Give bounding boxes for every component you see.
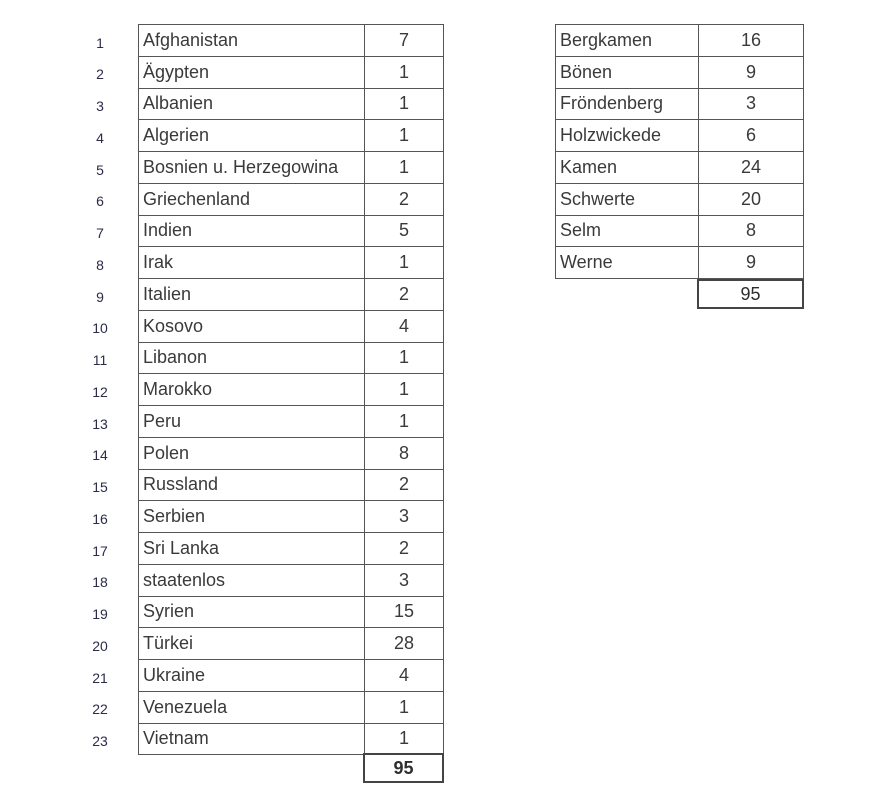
- row-number: 2: [96, 66, 104, 83]
- country-name-cell: Algerien: [139, 120, 365, 152]
- row-number: 11: [92, 352, 108, 368]
- town-name-cell: Schwerte: [556, 183, 699, 215]
- table-row: [139, 723, 444, 755]
- country-name-cell: Indien: [139, 215, 365, 247]
- country-name-cell: Ägypten: [139, 56, 365, 88]
- country-name-cell: Türkei: [139, 628, 365, 660]
- table-row: [139, 691, 444, 723]
- table-row: [139, 533, 444, 565]
- row-number: 14: [92, 447, 108, 464]
- country-count-cell: 1: [365, 723, 444, 755]
- country-name-cell: Bosnien u. Herzegowina: [139, 152, 365, 184]
- town-name-cell: Selm: [556, 215, 699, 247]
- country-name-cell: Italien: [139, 279, 365, 311]
- row-number: 7: [96, 225, 104, 241]
- table-row: [139, 279, 444, 311]
- country-count-cell: 2: [365, 469, 444, 501]
- country-count-cell: 15: [365, 596, 444, 628]
- table-row: [139, 183, 444, 215]
- table-row: [139, 469, 444, 501]
- country-count-cell: 7: [365, 25, 444, 57]
- row-number: 17: [92, 542, 108, 559]
- country-name-cell: Russland: [139, 469, 365, 501]
- table-row: [139, 120, 444, 152]
- row-number: 21: [92, 669, 108, 686]
- town-count-cell: 9: [699, 247, 804, 279]
- country-count-cell: 3: [365, 501, 444, 533]
- table-row: [139, 310, 444, 342]
- table-row: [139, 152, 444, 184]
- country-count-cell: 1: [365, 56, 444, 88]
- town-name-cell: Bergkamen: [556, 25, 699, 57]
- country-count-cell: 1: [365, 374, 444, 406]
- row-number: 23: [92, 733, 108, 749]
- table-row: [139, 374, 444, 406]
- row-number: 19: [92, 606, 108, 622]
- country-count-cell: 2: [365, 533, 444, 565]
- town-count-cell: 6: [699, 120, 804, 152]
- countries-table: [138, 24, 444, 755]
- country-count-cell: 28: [365, 628, 444, 660]
- country-name-cell: Ukraine: [139, 660, 365, 692]
- table-row: [556, 56, 804, 88]
- country-count-cell: 1: [365, 342, 444, 374]
- row-number: 6: [96, 193, 104, 210]
- country-name-cell: Albanien: [139, 88, 365, 120]
- town-name-cell: Fröndenberg: [556, 88, 699, 120]
- country-count-cell: 5: [365, 215, 444, 247]
- country-count-cell: 1: [365, 88, 444, 120]
- country-count-cell: 4: [365, 660, 444, 692]
- row-number: 13: [92, 415, 108, 432]
- row-number: 18: [92, 574, 108, 591]
- country-count-cell: 1: [365, 120, 444, 152]
- country-name-cell: Afghanistan: [139, 25, 365, 57]
- country-name-cell: Griechenland: [139, 183, 365, 215]
- table-row: [139, 660, 444, 692]
- country-name-cell: Kosovo: [139, 310, 365, 342]
- table-row: [556, 247, 804, 279]
- town-count-cell: 16: [699, 25, 804, 57]
- towns-table: [555, 24, 804, 279]
- country-count-cell: 1: [365, 406, 444, 438]
- table-row: [139, 437, 444, 469]
- town-count-cell: 3: [699, 88, 804, 120]
- row-number: 22: [92, 701, 108, 718]
- town-count-cell: 8: [699, 215, 804, 247]
- row-number: 4: [96, 129, 104, 146]
- table-row: [139, 564, 444, 596]
- country-name-cell: Peru: [139, 406, 365, 438]
- row-number: 5: [96, 161, 104, 178]
- country-name-cell: Irak: [139, 247, 365, 279]
- row-number: 16: [92, 510, 108, 527]
- town-count-cell: 9: [699, 56, 804, 88]
- table-row: [139, 342, 444, 374]
- table-row: [556, 152, 804, 184]
- country-count-cell: 2: [365, 279, 444, 311]
- town-name-cell: Holzwickede: [556, 120, 699, 152]
- table-row: [139, 501, 444, 533]
- table-row: [139, 25, 444, 57]
- country-count-cell: 1: [365, 247, 444, 279]
- town-count-cell: 20: [699, 183, 804, 215]
- table-row: [556, 88, 804, 120]
- country-count-cell: 1: [365, 691, 444, 723]
- table-row: [556, 215, 804, 247]
- row-number: 1: [96, 34, 104, 51]
- table-row: [139, 628, 444, 660]
- town-name-cell: Werne: [556, 247, 699, 279]
- row-number: 8: [96, 256, 104, 273]
- country-name-cell: Syrien: [139, 596, 365, 628]
- town-name-cell: Bönen: [556, 56, 699, 88]
- table-row: [139, 56, 444, 88]
- table-row: [139, 215, 444, 247]
- row-number: 12: [92, 383, 108, 400]
- table-row: [556, 120, 804, 152]
- table-row: [556, 25, 804, 57]
- country-count-cell: 4: [365, 310, 444, 342]
- country-count-cell: 2: [365, 183, 444, 215]
- towns-total-cell: 95: [697, 279, 804, 309]
- country-name-cell: Marokko: [139, 374, 365, 406]
- country-name-cell: Libanon: [139, 342, 365, 374]
- row-number: 9: [96, 288, 104, 305]
- table-row: [139, 596, 444, 628]
- country-count-cell: 8: [365, 437, 444, 469]
- country-name-cell: Sri Lanka: [139, 533, 365, 565]
- row-number: 10: [92, 320, 108, 337]
- country-count-cell: 1: [365, 152, 444, 184]
- row-number: 3: [96, 98, 104, 114]
- country-count-cell: 3: [365, 564, 444, 596]
- town-count-cell: 24: [699, 152, 804, 184]
- row-number: 15: [92, 479, 108, 495]
- table-row: [556, 183, 804, 215]
- town-name-cell: Kamen: [556, 152, 699, 184]
- table-row: [139, 88, 444, 120]
- country-name-cell: Venezuela: [139, 691, 365, 723]
- table-row: [139, 406, 444, 438]
- country-name-cell: Vietnam: [139, 723, 365, 755]
- table-row: [139, 247, 444, 279]
- row-number: 20: [92, 637, 108, 654]
- country-name-cell: Polen: [139, 437, 365, 469]
- countries-total-cell: 95: [363, 753, 444, 783]
- country-name-cell: Serbien: [139, 501, 365, 533]
- country-name-cell: staatenlos: [139, 564, 365, 596]
